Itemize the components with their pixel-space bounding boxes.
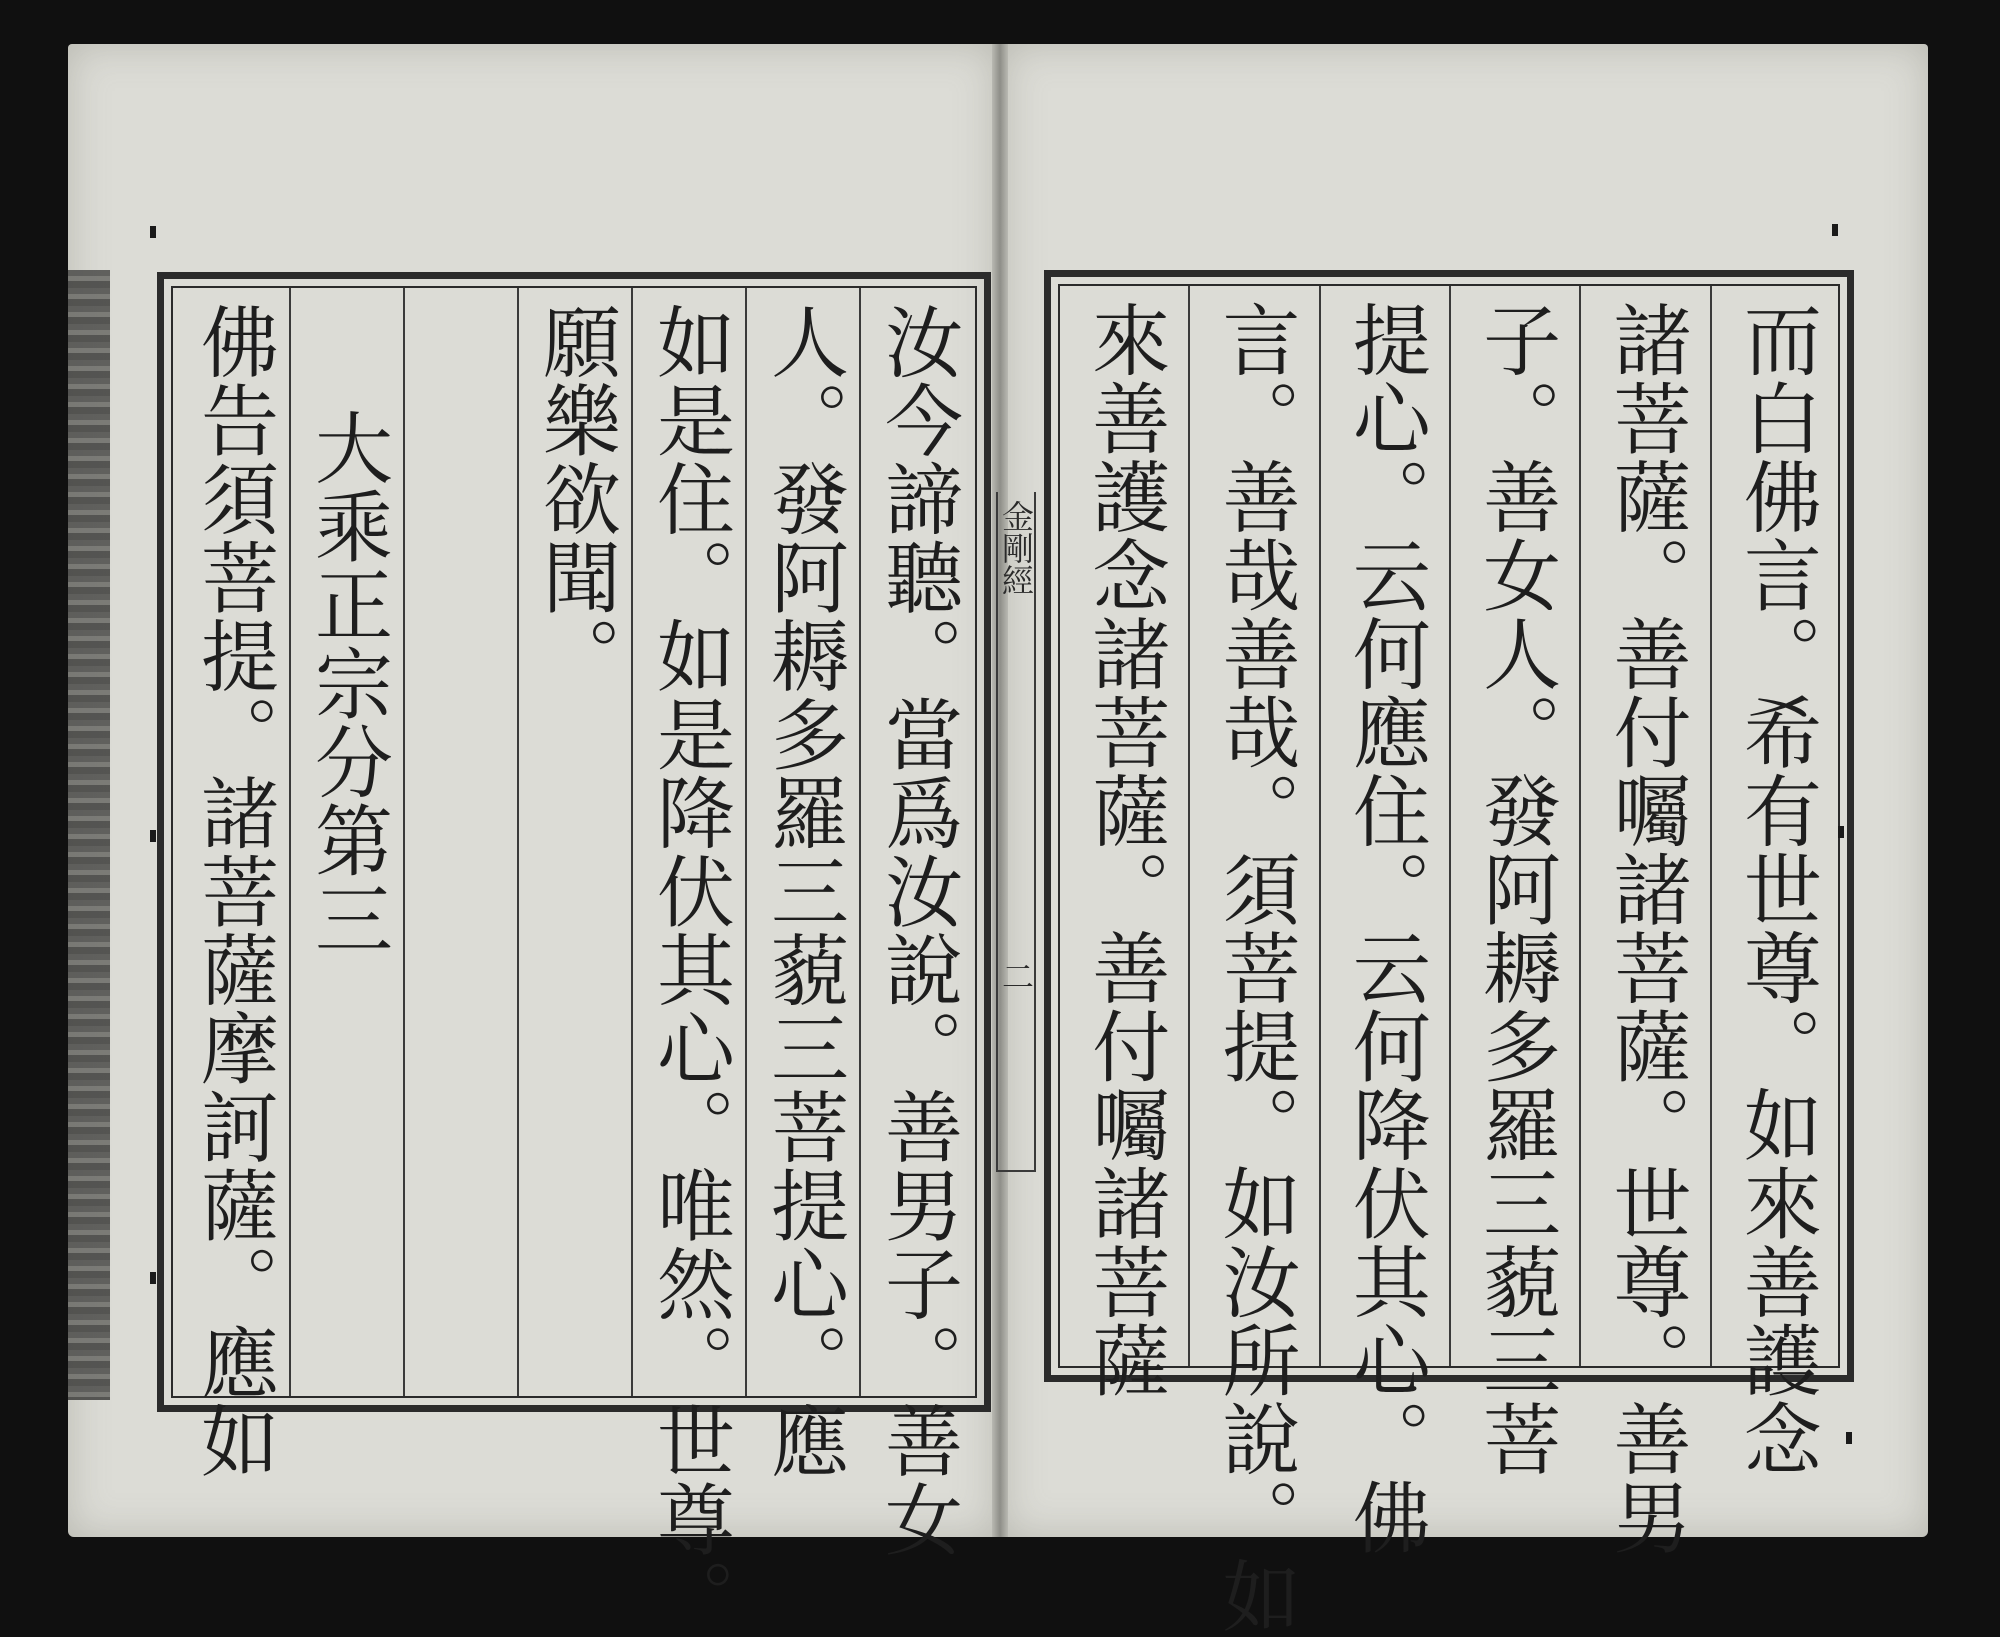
text-column: [1710, 286, 1840, 1478]
column-text: 諸菩薩。善付囑諸菩薩。世尊。善男: [1600, 300, 1691, 1556]
text-column: [1319, 286, 1449, 1556]
text-column: [1579, 286, 1709, 1556]
binding-hole-marker: [150, 1272, 156, 1284]
column-text: 願樂欲聞。: [530, 302, 620, 695]
text-column: [177, 288, 289, 1480]
column-text: 佛告須菩提。諸菩薩摩訶薩。應如: [188, 302, 278, 1480]
binding-hole-marker: [150, 830, 156, 842]
right-page-columns: [1060, 286, 1840, 1635]
binding-hole-marker: [1846, 1432, 1852, 1444]
column-text: 言。善哉善哉。須菩提。如汝所說。如: [1209, 300, 1300, 1635]
column-text: 來善護念諸菩薩。善付囑諸菩薩: [1079, 300, 1170, 1399]
column-text: 人。發阿耨多羅三藐三菩提心。應: [758, 302, 848, 1480]
text-column: [631, 288, 745, 1637]
chapter-heading: 大乘正宗分第三: [302, 408, 392, 958]
column-text: 如是住。如是降伏其心。唯然。世尊。: [644, 302, 734, 1637]
text-column: [745, 288, 859, 1480]
text-column: [1188, 286, 1318, 1635]
binding-hole-marker: [1832, 224, 1838, 236]
page-number: 二: [997, 960, 1035, 992]
ink-smudge-edge: [68, 270, 110, 1400]
text-column-blank: [403, 288, 517, 1396]
left-page-columns: [177, 288, 973, 1637]
text-column: [1449, 286, 1579, 1478]
column-text: 而白佛言。希有世尊。如來善護念: [1730, 300, 1821, 1478]
text-column: [859, 288, 973, 1558]
book-title: 金剛經: [997, 500, 1035, 596]
chapter-heading-column: [289, 288, 403, 1396]
column-text: 汝今諦聽。當爲汝說。善男子。善女: [872, 302, 962, 1558]
binding-hole-marker: [1838, 826, 1844, 838]
text-column: [1060, 286, 1188, 1399]
text-column: [517, 288, 631, 1396]
column-text: 子。善女人。發阿耨多羅三藐三菩: [1470, 300, 1561, 1478]
column-text: 提心。云何應住。云何降伏其心。佛: [1339, 300, 1430, 1556]
binding-hole-marker: [150, 226, 156, 238]
